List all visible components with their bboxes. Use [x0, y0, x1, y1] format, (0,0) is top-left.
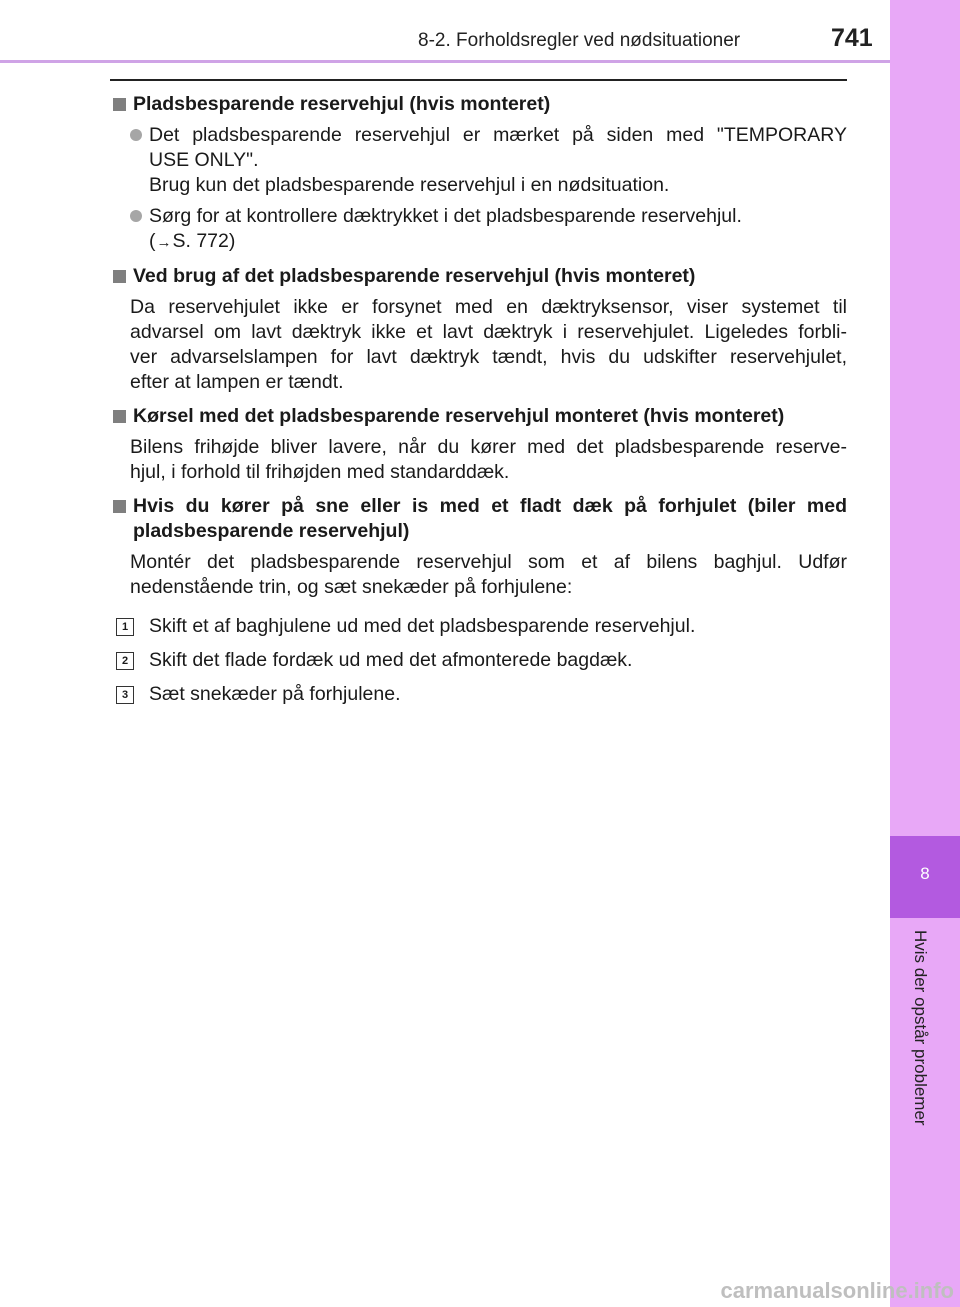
- header-rule: [0, 60, 890, 63]
- text-line: USE ONLY".: [149, 149, 259, 171]
- text-line: nedenstående trin, og sæt snekæder på forhjulene:: [130, 576, 573, 598]
- step-number-box: 2: [116, 652, 134, 670]
- text-line: Sørg for at kontrollere dæktrykket i det pladsbesparende reservehjul.: [149, 205, 742, 227]
- section-driving-with-spare: [110, 404, 847, 485]
- step-text: Skift et af baghjulene ud med det pladsbesparende reservehjul.: [149, 615, 696, 637]
- step-item: [110, 614, 847, 639]
- page-reference-link[interactable]: (→S. 772): [149, 230, 236, 252]
- section-spare-wheel: [110, 92, 847, 255]
- chapter-number: 8: [920, 864, 930, 883]
- arrow-right-icon: →: [156, 234, 172, 251]
- step-item: [110, 648, 847, 673]
- text-line: Det pladsbesparende reservehjul er mærket på siden med "TEMPORARY: [149, 124, 847, 146]
- text-line: efter at lampen er tændt.: [130, 371, 344, 393]
- text-line: Brug kun det pladsbesparende reservehjul i en nødsituation.: [149, 174, 670, 196]
- section-heading: Ved brug af det pladsbesparende reservehjul (hvis monteret): [110, 264, 847, 289]
- paragraph: [110, 550, 847, 600]
- text-line: Bilens frihøjde bliver lavere, når du kører med det pladsbesparende reserve-: [130, 436, 847, 458]
- running-header-title: 8-2. Forholdsregler ved nødsituationer: [418, 30, 741, 51]
- square-bullet-icon: [113, 98, 126, 111]
- section-spare-wheel-use: [110, 264, 847, 395]
- step-item: [110, 682, 847, 707]
- step-text: Skift det flade fordæk ud med det afmonterede bagdæk.: [149, 649, 633, 671]
- text-line: Montér det pladsbesparende reservehjul som et af bilens baghjul. Udfør: [130, 551, 847, 573]
- watermark: carmanualsonline.info: [720, 1278, 954, 1303]
- section-heading: Pladsbesparende reservehjul (hvis monteret): [110, 92, 847, 117]
- chapter-tab[interactable]: [890, 836, 960, 918]
- round-bullet-icon: [130, 129, 142, 141]
- square-bullet-icon: [113, 270, 126, 283]
- step-text: Sæt snekæder på forhjulene.: [149, 683, 401, 705]
- section-heading: Kørsel med det pladsbesparende reservehjul monteret (hvis monteret): [110, 404, 847, 429]
- chapter-title: Hvis der opstår problemer: [911, 930, 930, 1126]
- step-list: [110, 614, 847, 707]
- bullet-item: [110, 123, 847, 198]
- page-number: 741: [831, 24, 873, 52]
- section-heading: Hvis du kører på sne eller is med et fladt dæk på forhjulet (biler med pladsbesparende reservehjul): [110, 494, 847, 544]
- square-bullet-icon: [113, 500, 126, 513]
- text-line: ver advarselslampen for lavt dæktryk tændt, hvis du udskifter reservehjulet,: [130, 346, 847, 368]
- square-bullet-icon: [113, 410, 126, 423]
- page-content: [110, 92, 847, 716]
- step-number-box: 3: [116, 686, 134, 704]
- text-line: hjul, i forhold til frihøjden med standarddæk.: [130, 461, 510, 483]
- text-line: advarsel om lavt dæktryk ikke et lavt dæktryk i reservehjulet. Ligeledes forbli-: [130, 321, 847, 343]
- round-bullet-icon: [130, 210, 142, 222]
- text-line: Da reservehjulet ikke er forsynet med en dæktryksensor, viser systemet til: [130, 296, 847, 318]
- content-top-rule: [110, 79, 847, 81]
- bullet-item: [110, 204, 847, 255]
- section-snow-ice: [110, 494, 847, 600]
- step-number-box: 1: [116, 618, 134, 636]
- paragraph: [110, 295, 847, 395]
- paragraph: [110, 435, 847, 485]
